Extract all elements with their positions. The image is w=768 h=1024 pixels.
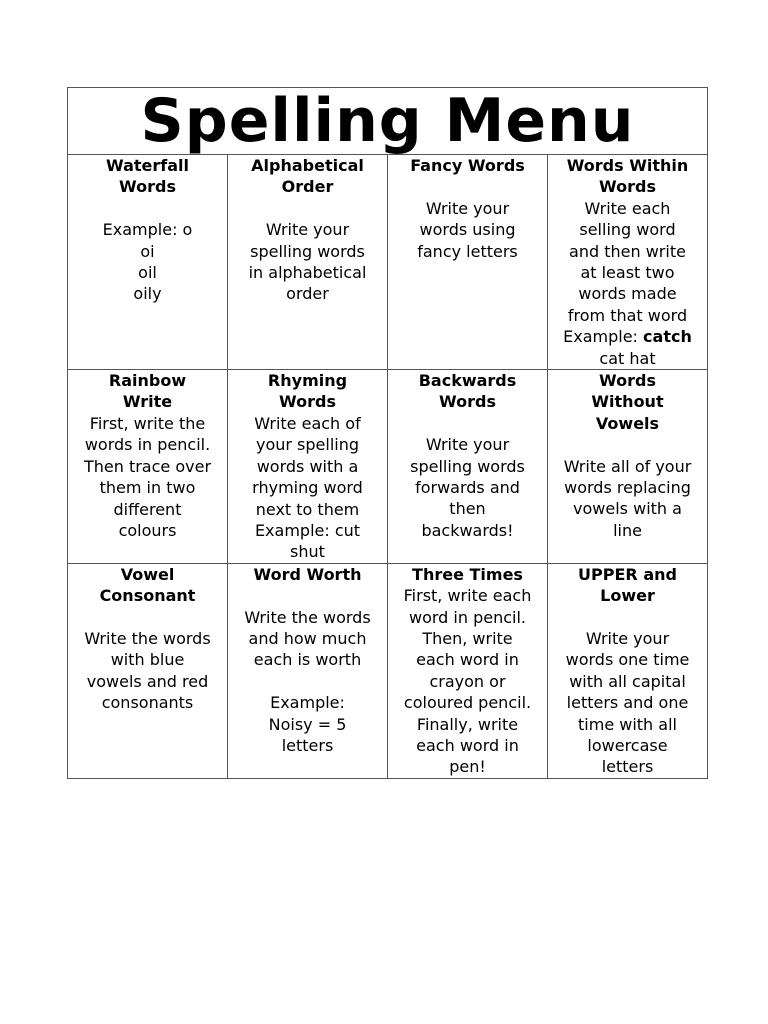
cell-heading: Waterfall [106,156,189,175]
cell-text: words using [419,220,516,240]
cell-heading: Word Worth [253,564,362,584]
cell-text: vowels and red [86,671,209,691]
cell-heading: Words Within [566,156,689,175]
cell-text: Write your [425,435,510,455]
cell-text: with all capital [569,671,686,691]
cell-text: backwards! [421,520,514,540]
menu-cell [68,370,228,564]
cell-text: your spelling [255,435,360,455]
cell-spacer [70,607,225,628]
cell-heading: Words [279,392,336,412]
cell-text: and then write [569,241,686,261]
cell-heading: Rainbow [108,371,187,391]
cell-text: Example: o [102,220,193,240]
cell-text: words with a [256,456,359,476]
cell-heading: Backwards [418,371,517,391]
cell-text: pen! [449,757,486,777]
cell-text: each word in [416,735,519,755]
cell-heading: Vowel [120,564,175,584]
cell-text: Finally, write [416,714,519,734]
cell-text: line [613,520,642,540]
cell-text: and how much [248,628,367,648]
cell-text: Noisy = 5 [268,714,347,734]
cell-text: order [286,284,329,304]
menu-cell [388,370,548,564]
menu-cell [388,563,548,778]
cell-text: Write your [425,198,510,218]
cell-spacer [230,198,385,219]
cell-text: Example: [270,693,345,713]
cell-text: Write your [585,628,670,648]
cell-text: First, write the [89,413,206,433]
cell-text: fancy letters [417,241,518,261]
cell-spacer [230,671,385,692]
cell-text: in alphabetical [248,263,367,283]
cell-heading: Three Times [412,564,523,584]
spelling-menu-table [67,87,708,779]
cell-spacer [390,176,545,197]
cell-text: Then trace over [83,456,212,476]
cell-heading: UPPER and [578,564,677,584]
menu-cell [548,563,708,778]
cell-text: words replacing [564,478,691,498]
page-title: Spelling Menu [68,88,708,155]
cell-text: time with all [578,714,677,734]
cell-text: Example: cut [254,520,361,540]
cell-text: shut [290,542,325,562]
cell-text: Write all of your [563,456,692,476]
cell-heading: Vowels [595,413,660,433]
cell-spacer [70,198,225,219]
example-word: catch [643,327,692,347]
menu-cell [228,563,388,778]
cell-text: words made [578,284,677,304]
cell-text: different [113,499,182,519]
cell-heading: Consonant [99,586,196,606]
cell-heading: Write [122,392,173,412]
cell-text: next to them [255,499,360,519]
cell-heading: Alphabetical [251,156,364,175]
cell-heading: Without [591,392,664,412]
cell-heading: Rhyming [267,371,348,391]
menu-cell [548,155,708,370]
cell-text: spelling words [250,241,365,261]
cell-text: Write each of [254,413,361,433]
cell-text: consonants [101,693,194,713]
cell-text: vowels with a [573,499,682,519]
example-tail: cat hat [599,348,656,368]
cell-text: First, write each [403,586,532,606]
cell-text: Write the words [244,607,371,627]
cell-text: at least two [580,263,675,283]
menu-cell [388,155,548,370]
cell-text: crayon or [429,671,506,691]
cell-text: oil [138,263,157,283]
cell-heading: Fancy Words [410,156,525,175]
cell-text: coloured pencil. [403,693,532,713]
cell-text: letters [601,757,654,777]
cell-text: oi [140,241,155,261]
cell-text: words in pencil. [84,435,211,455]
menu-cell [228,155,388,370]
cell-text: word in pencil. [409,607,526,627]
menu-cell [68,155,228,370]
cell-text: Write each [584,198,671,218]
cell-spacer [550,607,705,628]
cell-text: Write the words [84,628,211,648]
cell-heading: Words [119,177,176,197]
cell-text: letters [281,735,334,755]
cell-text: forwards and [415,478,520,498]
cell-spacer [390,413,545,434]
cell-text: Write your [265,220,350,240]
cell-spacer [230,585,385,606]
cell-heading: Words [599,371,656,391]
cell-text: with blue [110,650,185,670]
cell-text: each is worth [253,650,362,670]
cell-text: Then, write [422,628,513,648]
cell-heading: Words [439,392,496,412]
cell-text: rhyming word [252,478,363,498]
cell-text: words one time [565,650,690,670]
cell-example [550,326,705,347]
cell-text: spelling words [410,456,525,476]
cell-spacer [550,434,705,455]
cell-heading: Order [281,177,334,197]
cell-text: colours [118,520,177,540]
cell-heading: Lower [600,586,655,606]
example-prefix: Example: [563,327,644,347]
cell-text: them in two [99,478,196,498]
cell-text: then [449,499,486,519]
menu-cell [68,563,228,778]
cell-text: oily [133,284,162,304]
cell-text: lowercase [587,735,668,755]
menu-cell [228,370,388,564]
cell-text: selling word [579,220,676,240]
cell-heading: Words [599,177,656,197]
cell-text: letters and one [566,693,689,713]
menu-cell [548,370,708,564]
cell-text: from that word [567,305,688,325]
cell-text: each word in [416,650,519,670]
